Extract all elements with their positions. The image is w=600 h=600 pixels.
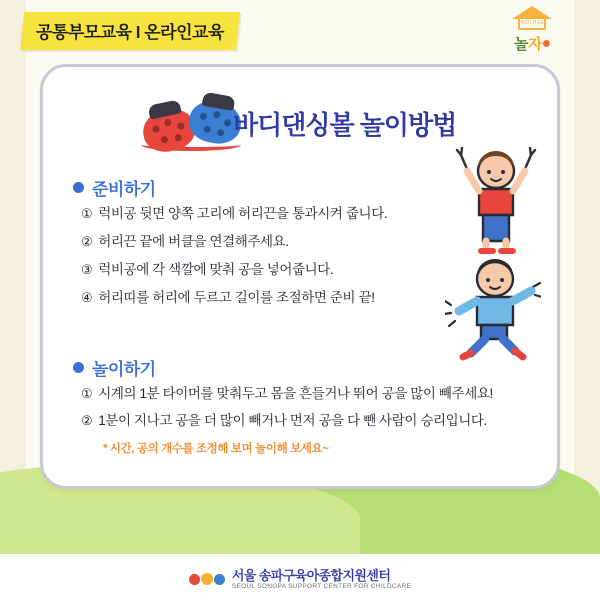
brand-name — [486, 33, 578, 54]
section-play-note: * 시간, 공의 개수를 조정해 보며 놀이해 보세요~ — [103, 442, 329, 455]
list-item — [81, 386, 493, 403]
section-play-label: 놀이하기 — [92, 360, 156, 379]
section-play-header — [73, 355, 493, 380]
step-number: ② — [81, 412, 93, 428]
brand-logo — [486, 6, 578, 54]
footer-text — [232, 569, 411, 590]
header-ribbon — [20, 12, 240, 50]
step-text: 1분이 지나고 공을 더 많이 빼거나 먼저 공을 다 뺀 사람이 승리입니다. — [98, 412, 487, 428]
footer-title: 서울 송파구육아종합지원센터 — [231, 567, 391, 583]
step-number: ② — [81, 233, 93, 249]
bullet-dot-icon — [73, 182, 84, 193]
step-text: 럭비공에 각 색깔에 맞춰 공을 넣어줍니다. — [98, 261, 334, 277]
list-item — [81, 206, 387, 223]
list-item — [81, 262, 387, 279]
house-icon-label: NOLHAE — [521, 20, 545, 26]
step-text: 럭비공 뒷면 양쪽 고리에 허리끈을 통과시켜 줍니다. — [98, 206, 388, 221]
step-text: 시계의 1분 타이머를 맞춰두고 몸을 흔들거나 뛰어 공을 많이 빼주세요! — [98, 386, 493, 401]
step-number: ① — [81, 206, 93, 221]
card-title: 바디댄싱볼 놀이방법 — [233, 110, 457, 140]
content-card — [40, 64, 560, 489]
house-icon — [512, 6, 552, 32]
section-play — [73, 355, 493, 456]
list-item — [81, 234, 387, 251]
section-preparation-header — [73, 175, 387, 200]
girl-illustration — [453, 147, 539, 257]
step-text: 허리끈 끝에 버클을 연결해주세요. — [98, 233, 289, 249]
bullet-dot-icon — [73, 362, 84, 373]
footer-subtitle: SEOUL SONGPA SUPPORT CENTER FOR CHILDCARE — [231, 582, 412, 590]
section-play-steps — [73, 386, 493, 430]
step-text: 허리띠를 허리에 두르고 길이를 조절하면 준비 끝! — [98, 289, 375, 305]
footer — [0, 569, 600, 590]
list-item — [81, 413, 493, 430]
header-ribbon-label: 공통부모교육 l 온라인교육 — [36, 23, 224, 42]
brand-dot-icon — [543, 40, 550, 47]
center-logo-icon — [189, 573, 225, 585]
section-preparation-steps — [73, 206, 387, 307]
step-number: ④ — [81, 289, 93, 305]
step-number: ① — [81, 386, 93, 401]
brand-name-mid: 자 — [528, 36, 542, 53]
step-number: ③ — [81, 261, 93, 277]
section-preparation — [73, 175, 387, 318]
brand-name-left: 놀 — [514, 36, 528, 53]
list-item — [81, 290, 387, 307]
section-preparation-label: 준비하기 — [92, 180, 156, 199]
